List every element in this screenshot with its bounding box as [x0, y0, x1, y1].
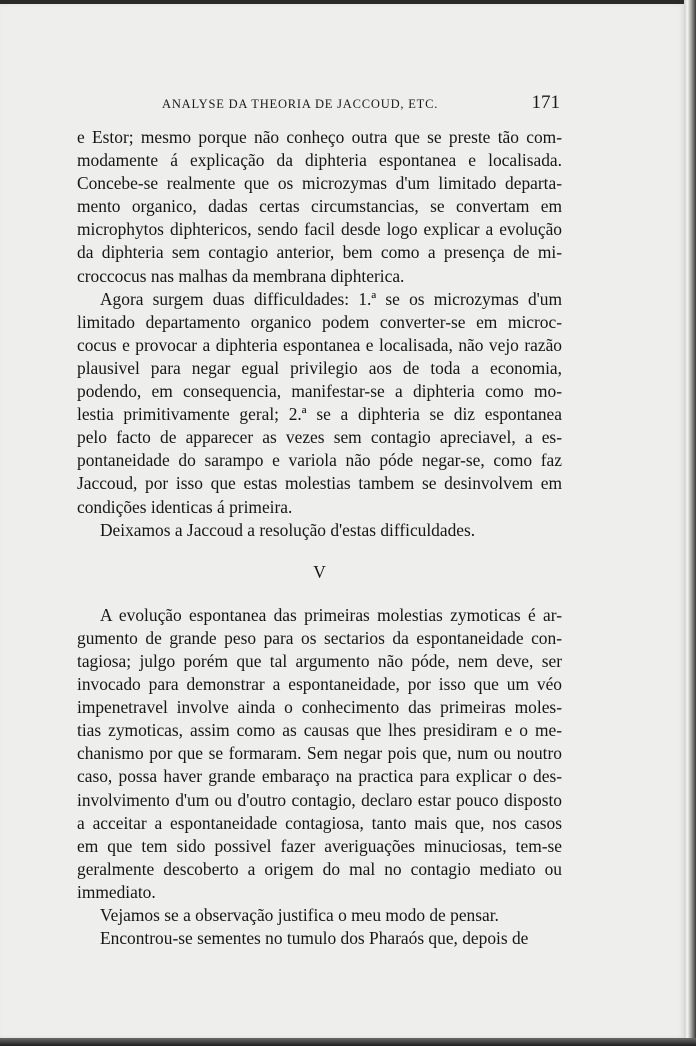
text-line: Encontrou-se sementes no tumulo dos Pharaós que, depois de [100, 928, 529, 949]
text-line: caso, possa haver grande embaraço na practica para explicar o des- [77, 766, 562, 787]
paragraph-4 [77, 604, 562, 904]
text-line: Agora surgem duas difficuldades: 1.ª se os microzymas d'um [100, 288, 562, 309]
text-line: podendo, em consequencia, manifestar-se a diphteria como mo- [77, 381, 562, 402]
text-line: chanismo por que se formaram. Sem negar pois que, num ou noutro [77, 743, 562, 764]
text-line: Concebe-se realmente que os microzymas d'um limitado departa- [77, 173, 562, 194]
page-number: 171 [531, 92, 560, 113]
body-text [77, 126, 562, 950]
text-line: Deixamos a Jaccoud a resolução d'estas difficuldades. [100, 519, 476, 540]
text-line: Vejamos se a observação justifica o meu modo de pensar. [100, 905, 499, 925]
text-line: da diphteria sem contagio anterior, bem como a presença de mi- [77, 242, 562, 263]
text-line: condições identicas á primeira. [77, 496, 293, 517]
section-heading [77, 561, 562, 584]
text-line: e Estor; mesmo porque não conheço outra que se preste tão com- [77, 127, 562, 147]
text-line: tagiosa; julgo porém que tal argumento não póde, nem deve, ser [77, 650, 562, 671]
paragraph-3 [77, 519, 562, 542]
text-line: lestia primitivamente geral; 2.ª se a diphteria se diz espontanea [77, 404, 562, 425]
text-line: gumento de grande peso para os sectarios da espontaneidade con- [77, 627, 562, 648]
text-line: a acceitar a espontaneidade contagiosa, tanto mais que, nos casos [77, 812, 562, 833]
book-page [0, 4, 684, 1038]
text-line: tias zymoticas, assim como as causas que lhes presidiram e o me- [77, 720, 562, 741]
page-edge [684, 0, 696, 1046]
section-numeral: V [313, 561, 326, 582]
text-line: em que tem sido possivel fazer averiguações minuciosas, tem-se [77, 835, 562, 856]
page-header [76, 92, 560, 118]
text-line: invocado para demonstrar a espontaneidade, por isso que um véo [77, 674, 562, 695]
text-line: Jaccoud, por isso que estas molestias tambem se desinvolvem em [77, 473, 562, 494]
text-line: modamente á explicação da diphteria espontanea e localisada. [77, 150, 562, 171]
text-line: croccocus nas malhas da membrana diphterica. [77, 265, 405, 286]
paragraph-6 [77, 927, 562, 950]
text-line: immediato. [77, 881, 156, 902]
running-head: ANALYSE DA THEORIA DE JACCOUD, ETC. [162, 97, 439, 111]
paragraph-1 [77, 126, 562, 288]
text-line: involvimento d'um ou d'outro contagio, declaro estar pouco disposto [77, 789, 562, 810]
text-line: pontaneidade do sarampo e variola não póde negar-se, como faz [77, 450, 562, 471]
text-line: A evolução espontanea das primeiras molestias zymoticas é ar- [100, 604, 562, 625]
text-line: geralmente descoberto a origem do mal no contagio mediato ou [77, 858, 562, 879]
text-line: plausivel para negar egual privilegio aos de toda a economia, [77, 357, 562, 378]
text-line: cocus e provocar a diphteria espontanea e localisada, não vejo razão [77, 334, 562, 355]
text-line: mento organico, dadas certas circumstancias, se convertam em [77, 196, 562, 217]
text-line: impenetravel involve ainda o conhecimento das primeiras moles- [77, 697, 562, 718]
paragraph-2 [77, 288, 562, 519]
text-line: microphytos diphtericos, sendo facil desde logo explicar a evolução [77, 219, 562, 240]
text-line: limitado departamento organico podem converter-se em microc- [77, 311, 562, 332]
text-line: pelo facto de apparecer as vezes sem contagio apreciavel, a es- [77, 427, 562, 448]
scan-border [0, 1038, 696, 1046]
paragraph-5 [77, 904, 562, 927]
